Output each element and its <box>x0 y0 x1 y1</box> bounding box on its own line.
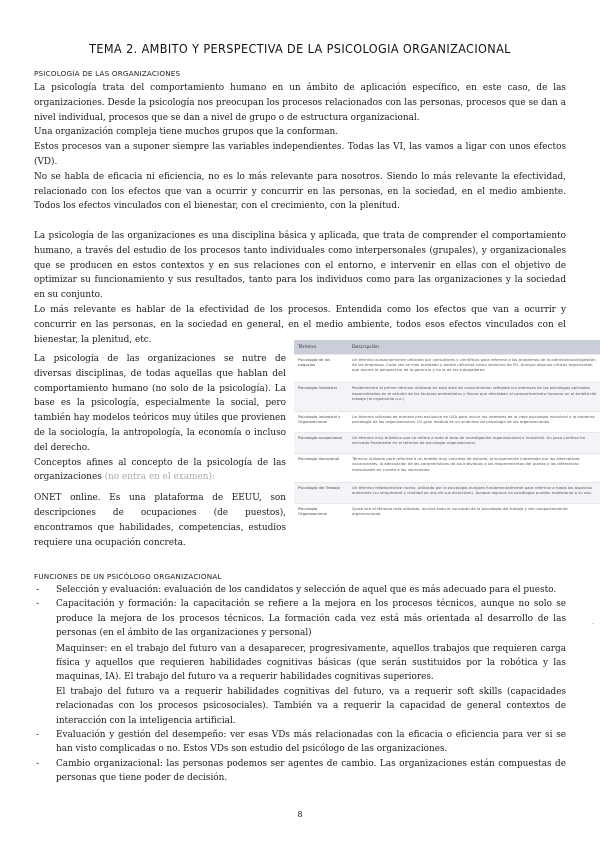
paragraph: La psicología de las organizaciones es una disciplina básica y aplicada, que trata de comprender el comportamiento humano, a través del estudio de los procesos tanto individuales como interpersonales (grupales), y organizacionales que se producen en estos contextos y en sus relaciones con el entorno, e intervenir en ellas con el objetivo de optimizar su funcionamiento y sus resultados, tanto para los individuos como para las organizaciones y la sociedad en su conjunto. <box>34 231 566 301</box>
definition-block <box>34 229 566 347</box>
related-concepts-text: Conceptos afines al concepto de la psicología de las organizaciones <box>34 457 286 483</box>
intro-block <box>34 81 566 214</box>
bullet-dash: - <box>36 585 39 595</box>
functions-list <box>34 583 566 786</box>
list-item-text: Cambio organizacional: las personas podemos ser agentes de cambio. Las organizaciones están compuestas de personas que tiene poder de decisión. <box>56 758 566 784</box>
description-cell: Un término ocasionalmente utilizado por consultores y científicos para referirse a los problemas de la administración/gestión de las empresas. Cada vez se más aceptado y podría utilizarse como sinónimo de PO. Aunque algunos críticos argumentan que asume la perspectiva de la gerencia y no la de los trabajadores. <box>348 355 600 383</box>
list-item-text: Selección y evaluación: evaluación de los candidatos y selección de aquel que es más adecuado para el puesto. <box>56 585 557 595</box>
paragraph: Una organización compleja tiene muchos grupos que la conforman. <box>34 127 339 138</box>
list-item <box>34 728 566 757</box>
term-cell: Psicología Industrial y Organizacional <box>294 411 348 432</box>
paragraph: ONET online. Es una plataforma de EEUU, son descripciones de ocupaciones (de puestos), encontramos que habilidades, competencias, estudios requiere una ocupación concreta. <box>34 493 286 548</box>
table-row <box>294 503 600 524</box>
description-cell: Quizá sea el término más utilizado. Incluye todo el concepto de la psicología del trabajo y del comportamiento organizacional. <box>348 503 600 524</box>
table-row <box>294 454 600 482</box>
list-item <box>34 597 566 640</box>
page-number: 8 <box>297 810 303 819</box>
paragraph: Estos procesos van a suponer siempre las variables independientes. Todas las VI, las vamos a ligar con unos efectos (VD). <box>34 142 566 167</box>
paragraph: Lo más relevante es hablar de la efectividad de los procesos. Entendida como los efectos que van a ocurrir y concurrir en las personas, en la sociedad en general, en el medio ambiente, todos esos efectos vinculados con el bienestar, la plenitud, etc. <box>34 304 566 345</box>
section-heading: PSICOLOGÍA DE LAS ORGANIZACIONES <box>34 69 181 78</box>
margin-mark: · <box>592 621 594 628</box>
bullet-dash: - <box>36 758 39 769</box>
table-row <box>294 482 600 503</box>
table-row <box>294 383 600 411</box>
column-header: Término <box>294 340 348 355</box>
term-cell: Psicología Vocacional <box>294 454 348 482</box>
description-cell: Un término relativamente nuevo, utilizado por la psicología europea fundamentalmente para referirse a todos los aspectos anteriores (su simplicidad y claridad es uno de sus atractivos). Aunque algunos no psicólogos pueden molestarse a su uso. <box>348 482 600 503</box>
table-row <box>294 433 600 454</box>
bullet-dash: - <box>36 730 39 741</box>
disciplines-block <box>34 352 286 550</box>
sub-paragraph: Maquinser: en el trabajo del futuro van a desaparecer, progresivamente, aquellos trabajos que requieren carga física y aquellos que requieren habilidades cognitivas básicas (que serán sustituidos por la robótica y las maquinas, IA). El trabajo del futuro va a requerir habilidades cognitivas superiores. <box>56 643 566 683</box>
list-item-text: Evaluación y gestión del desempeño: ver esas VDs más relacionadas con la eficacia o eficiencia para ver si se han visto complicadas o no. Estos VDs son estudio del psicólogo de las organizaciones. <box>56 730 566 755</box>
list-item <box>34 757 566 786</box>
description-cell: Posiblemente el primer término utilizado en esta área de conocimiento: reflejaba los intereses de los psicólogos aplicados especializados en el estudio de los factores ambientales y físicos que afectaban al comportamiento humano en el ámbito del trabajo (la ergonomía p.e.) <box>348 383 600 411</box>
table-header-row <box>294 340 600 355</box>
description-cell: Término utilizado para referirse a un ámbito muy concreto de estudio, principalmente interesado por las alternativas vocacionales, la adecuación de las características de los individuos a los requerimientos del puesto y las diferencias individuales en cuanto a las vocaciones. <box>348 454 600 482</box>
table-row <box>294 355 600 383</box>
description-cell: Un término muy británico que se refiere a todo el área de investigación organizacional e industrial. Un poco confuso ha derivado finalmente en el término de psicología organizacional. <box>348 433 600 454</box>
terms-table <box>294 340 600 524</box>
paragraph <box>34 456 286 486</box>
description-cell: Un término utilizado de manera casi exclusiva en USA para incluir los intereses de la vieja psicología industrial y la moderna psicología de las organizaciones. En gran medida es un sinónimo de psicología de las organizaciones. <box>348 411 600 432</box>
bullet-dash: - <box>36 599 39 610</box>
list-item <box>34 583 566 597</box>
sub-paragraph: El trabajo del futuro va a requerir habilidades cognitivas del futuro, va a requerir soft skills (capacidades relacionadas con los procesos psicosociales). También va a requerir la capacidad de general contextos de interacción con la inteligencia artificial. <box>56 686 566 726</box>
paragraph: La psicología de las organizaciones se nutre de diversas disciplinas, de todas aquellas que hablan del comportamiento humano (no solo de la psicología). La base es la psicología, especialmente la social, pero también hay modelos teóricos muy útiles que provienen de la sociología, la antropología, la economía o incluso del derecho. <box>34 354 286 453</box>
page-title: TEMA 2. AMBITO Y PERSPECTIVA DE LA PSICOLOGIA ORGANIZACIONAL <box>89 41 511 56</box>
term-cell: Psicología Industrial <box>294 383 348 411</box>
term-cell: Psicología de los negocios <box>294 355 348 383</box>
exam-note: (no entra en el examen): <box>104 472 215 483</box>
list-item-text: Capacitación y formación: la capacitación se refiere a la mejora en los procesos técnicos, aunque no solo se produce la mejora de los procesos técnicos. La formación cada vez está más orientada al desarrollo de las personas (en el ámbito de las organizaciones y personal) <box>56 599 566 639</box>
term-cell: Psicología Organizacional <box>294 503 348 524</box>
section-heading: FUNCIONES DE UN PSICÓLOGO ORGANIZACIONAL <box>34 572 222 581</box>
paragraph: La psicología trata del comportamiento humano en un ámbito de aplicación específico, en este caso, de las organizaciones. Desde la psicología nos preocupan los procesos relacionados con las personas, procesos que se dan a nivel individual, procesos que se dan a nivel de grupo o de estructura organizacional. <box>34 83 566 123</box>
table-row <box>294 411 600 432</box>
paragraph: No se habla de eficacia ni eficiencia, no es lo más relevante para nosotros. Siendo lo más relevante la efectividad, relacionado con los efectos que van a ocurrir y concurrir en las personas, en la sociedad, en el medio ambiente. Todos los efectos vinculados con el bienestar, con el crecimiento, con la plenitud. <box>34 171 566 212</box>
column-header: Descripción <box>348 340 600 355</box>
term-cell: Psicología del Trabajo <box>294 482 348 503</box>
term-cell: Psicología ocupacional <box>294 433 348 454</box>
